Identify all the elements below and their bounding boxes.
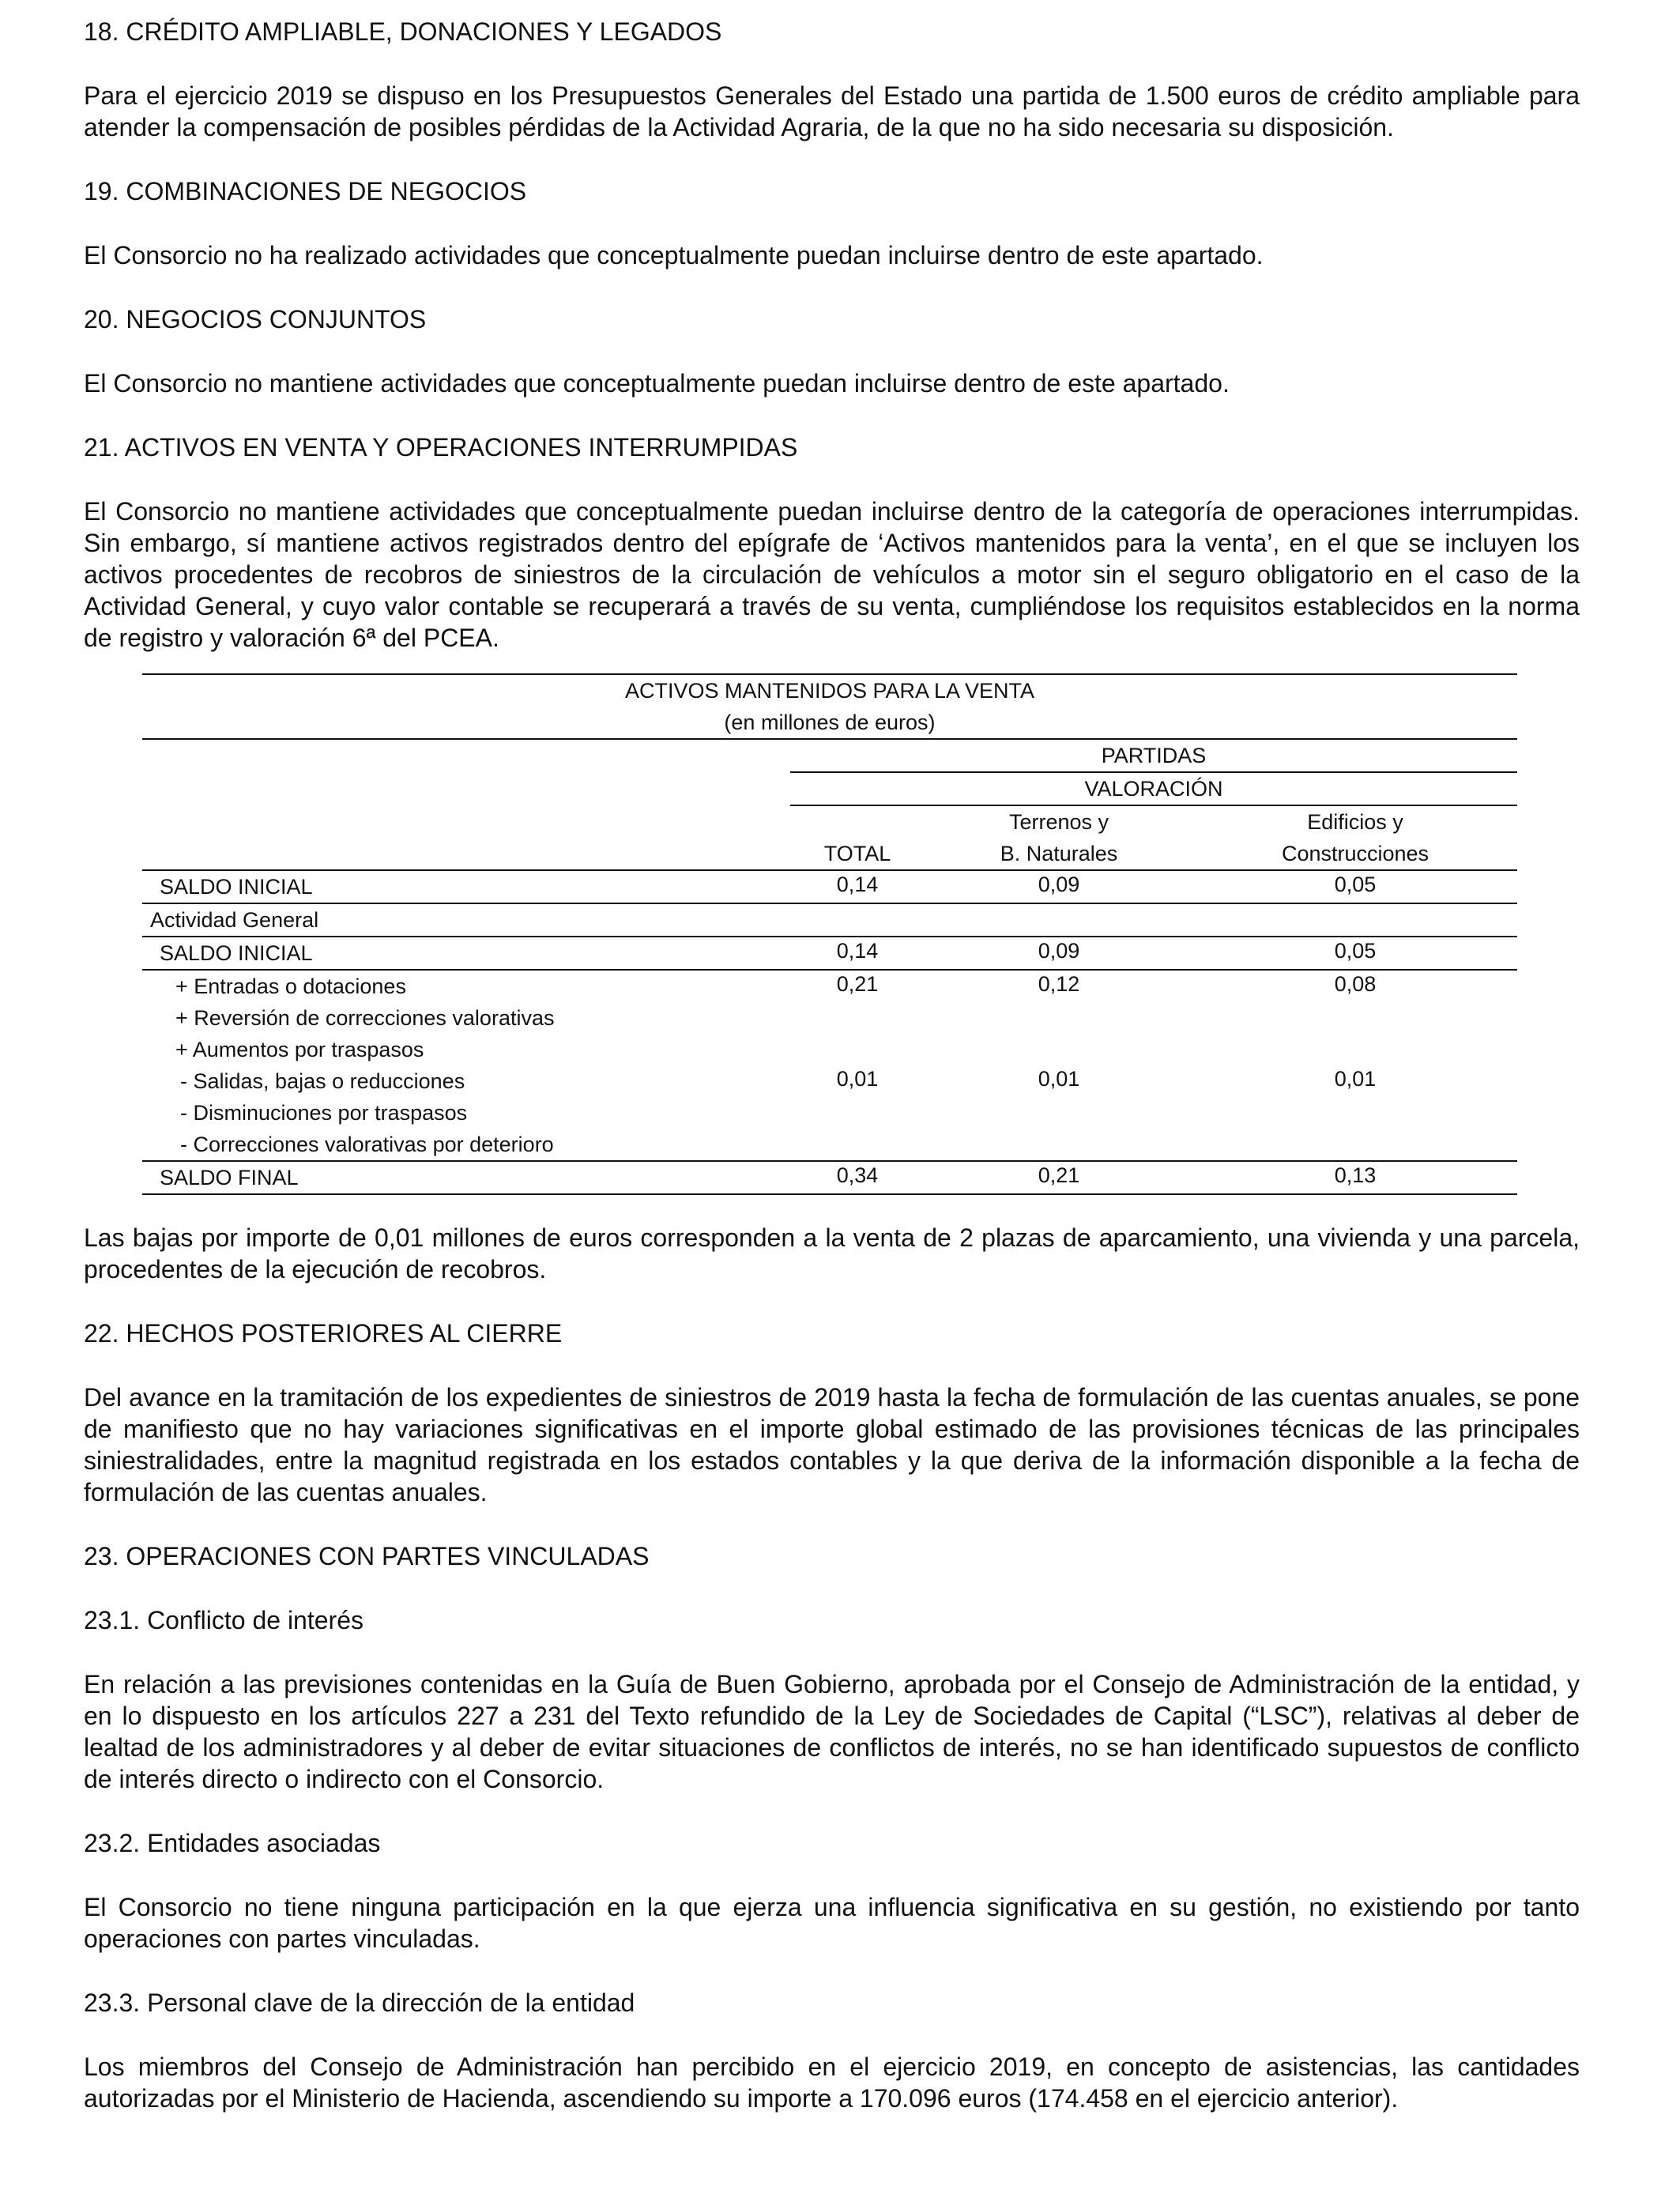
row-edificios <box>1193 1002 1517 1034</box>
row-total: 0,34 <box>790 1161 925 1194</box>
header-terrenos-line1: Terrenos y <box>1008 810 1109 834</box>
table-row <box>142 1034 1517 1065</box>
header-total: TOTAL <box>790 838 925 870</box>
row-label: SALDO INICIAL <box>160 875 313 899</box>
table-row <box>142 1097 1517 1129</box>
table-row <box>142 937 1517 970</box>
row-total: 0,21 <box>836 972 879 996</box>
table-row-total <box>142 1161 1517 1194</box>
row-total <box>790 1129 925 1161</box>
row-terrenos <box>925 1034 1193 1065</box>
row-edificios: 0,01 <box>1334 1067 1377 1091</box>
group-label: Actividad General <box>142 903 1517 937</box>
row-edificios: 0,08 <box>1334 972 1377 996</box>
section-23-heading: 23. OPERACIONES CON PARTES VINCULADAS <box>84 1542 650 1570</box>
row-total: 0,14 <box>790 937 925 970</box>
table-row <box>142 1065 1517 1097</box>
section-21-paragraph: El Consorcio no mantiene actividades que conceptualmente puedan incluirse dentro de la categoría de operaciones interrumpidas. Sin embargo, sí mantiene activos registrados dentro del epígrafe de ‘Activos mantenidos para la venta’, en el que se incluyen los activos procedentes de recobros de siniestros de la circulación de vehículos a motor sin el seguro obligatorio en el caso de la Actividad General, y cuyo valor contable se recuperará a través de su venta, cumpliéndose los requisitos establecidos en la norma de registro y valoración 6ª del PCEA. <box>84 497 1580 652</box>
section-19-paragraph: El Consorcio no ha realizado actividades que conceptualmente puedan incluirse dentro de este apartado. <box>84 241 1264 270</box>
row-label: + Entradas o dotaciones <box>175 974 406 998</box>
section-20-heading: 20. NEGOCIOS CONJUNTOS <box>84 305 427 334</box>
row-terrenos: 0,12 <box>1038 972 1080 996</box>
section-20-paragraph: El Consorcio no mantiene actividades que conceptualmente puedan incluirse dentro de este apartado. <box>84 369 1230 398</box>
row-label: - Salidas, bajas o reducciones <box>180 1069 465 1093</box>
row-edificios: 0,05 <box>1334 873 1377 896</box>
row-terrenos: 0,09 <box>925 937 1193 970</box>
row-label: + Reversión de correcciones valorativas <box>175 1006 555 1030</box>
section-23-1-paragraph: En relación a las previsiones contenidas en la Guía de Buen Gobierno, aprobada por el Consejo de Administración de la entidad, y en lo dispuesto en los artículos 227 a 231 del Texto refundido de la Ley de Sociedades de Capital (“LSC”), relativas al deber de lealtad de los administradores y al deber de evitar situaciones de conflictos de interés, no se han identificado supuestos de conflicto de interés directo o indirecto con el Consorcio. <box>84 1670 1580 1793</box>
table-title: ACTIVOS MANTENIDOS PARA LA VENTA <box>142 674 1517 707</box>
row-total: 0,14 <box>836 873 879 896</box>
section-23-3-paragraph: Los miembros del Consejo de Administración han percibido en el ejercicio 2019, en concepto de asistencias, las cantidades autorizadas por el Ministerio de Hacienda, ascendiendo su importe a 170.096 euros (174.458 en el ejercicio anterior). <box>84 2053 1580 2113</box>
row-edificios: 0,05 <box>1193 937 1517 970</box>
row-terrenos: 0,21 <box>925 1161 1193 1194</box>
header-edificios-line2: Construcciones <box>1193 838 1517 870</box>
row-edificios <box>1193 1129 1517 1161</box>
table-row <box>142 970 1517 1002</box>
document-page <box>84 16 1580 2147</box>
section-23-2-heading: 23.2. Entidades asociadas <box>84 1829 381 1857</box>
table-row <box>142 1129 1517 1161</box>
row-label: + Aumentos por traspasos <box>175 1038 424 1061</box>
row-label: SALDO INICIAL <box>142 937 790 970</box>
section-23-1-heading: 23.1. Conflicto de interés <box>84 1606 363 1634</box>
header-valoracion: VALORACIÓN <box>790 772 1517 805</box>
section-23-2-paragraph: El Consorcio no tiene ninguna participación en la que ejerza una influencia significativa en su gestión, no existiendo por tanto operaciones con partes vinculadas. <box>84 1893 1580 1953</box>
row-label: SALDO FINAL <box>142 1161 790 1194</box>
row-edificios: 0,13 <box>1193 1161 1517 1194</box>
row-total <box>790 1002 925 1034</box>
row-label: - Correcciones valorativas por deterioro <box>180 1133 554 1156</box>
row-total <box>790 1034 925 1065</box>
row-edificios <box>1193 1034 1517 1065</box>
section-22-heading: 22. HECHOS POSTERIORES AL CIERRE <box>84 1319 563 1348</box>
section-18-heading: 18. CRÉDITO AMPLIABLE, DONACIONES Y LEGADOS <box>84 17 722 46</box>
assets-held-for-sale-table <box>142 673 1517 1195</box>
section-21-after-table: Las bajas por importe de 0,01 millones de euros corresponden a la venta de 2 plazas de aparcamiento, una vivienda y una parcela, procedentes de la ejecución de recobros. <box>84 1223 1580 1284</box>
header-edificios-line1: Edificios y <box>1307 810 1403 834</box>
row-terrenos <box>925 1002 1193 1034</box>
row-total <box>790 1097 925 1129</box>
table-subtitle: (en millones de euros) <box>142 707 1517 739</box>
header-terrenos-line2: B. Naturales <box>925 838 1193 870</box>
row-terrenos: 0,01 <box>1038 1067 1080 1091</box>
row-label: - Disminuciones por traspasos <box>180 1101 468 1125</box>
header-partidas: PARTIDAS <box>790 739 1517 772</box>
row-terrenos <box>925 1129 1193 1161</box>
row-total: 0,01 <box>836 1067 879 1091</box>
table-row <box>142 1002 1517 1034</box>
section-18-paragraph: Para el ejercicio 2019 se dispuso en los Presupuestos Generales del Estado una partida de 1.500 euros de crédito ampliable para atender la compensación de posibles pérdidas de la Actividad Agraria, de la que no ha sido necesaria su disposición. <box>84 81 1580 141</box>
table-group-row <box>142 903 1517 937</box>
section-23-3-heading: 23.3. Personal clave de la dirección de la entidad <box>84 1989 635 2017</box>
section-21-heading: 21. ACTIVOS EN VENTA Y OPERACIONES INTERRUMPIDAS <box>84 433 798 462</box>
table-row <box>142 870 1517 903</box>
row-edificios <box>1193 1097 1517 1129</box>
assets-table-container <box>142 673 1517 1195</box>
row-terrenos: 0,09 <box>1038 873 1080 896</box>
section-19-heading: 19. COMBINACIONES DE NEGOCIOS <box>84 177 527 205</box>
row-terrenos <box>925 1097 1193 1129</box>
section-22-paragraph: Del avance en la tramitación de los expedientes de siniestros de 2019 hasta la fecha de formulación de las cuentas anuales, se pone de manifiesto que no hay variaciones significativas en el importe global estimado de las provisiones técnicas de las principales siniestralidades, entre la magnitud registrada en los estados contables y la que deriva de la información disponible a la fecha de formulación de las cuentas anuales. <box>84 1383 1580 1506</box>
